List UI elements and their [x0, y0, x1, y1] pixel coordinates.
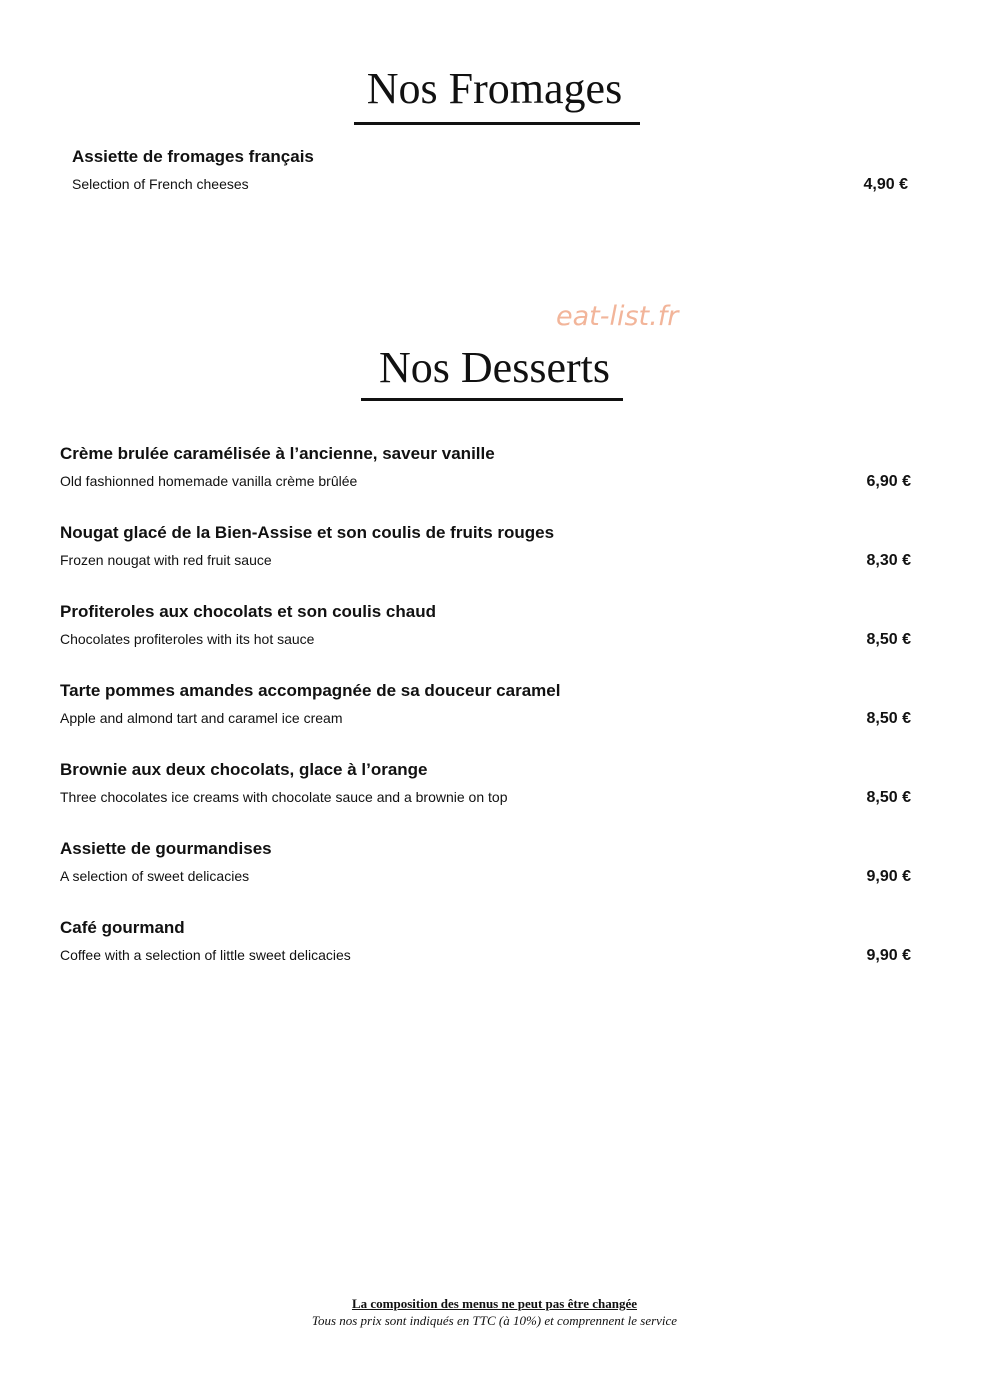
fromages-title-underline — [354, 122, 640, 125]
item-price: 9,90 € — [866, 868, 911, 885]
item-price: 8,50 € — [866, 789, 911, 806]
menu-item-dessert — [60, 443, 911, 503]
item-description: Chocolates profiteroles with its hot sauce — [60, 631, 315, 647]
item-price: 9,90 € — [866, 947, 911, 964]
menu-item-dessert — [60, 522, 911, 582]
desserts-title-underline — [361, 398, 623, 401]
menu-item-fromages — [72, 146, 908, 206]
menu-item-dessert — [60, 680, 911, 740]
menu-item-dessert — [60, 601, 911, 661]
item-name: Profiteroles aux chocolats et son coulis chaud — [60, 602, 436, 621]
item-price: 8,50 € — [866, 710, 911, 727]
item-name: Tarte pommes amandes accompagnée de sa douceur caramel — [60, 681, 561, 700]
item-name: Assiette de gourmandises — [60, 839, 272, 858]
footer-menu-note: La composition des menus ne peut pas être changée — [351, 1296, 638, 1311]
item-description: Frozen nougat with red fruit sauce — [60, 552, 272, 568]
item-price: 8,30 € — [866, 552, 911, 569]
item-description: Coffee with a selection of little sweet delicacies — [60, 947, 351, 963]
item-description: Apple and almond tart and caramel ice cream — [60, 710, 343, 726]
footer-tax-note: Tous nos prix sont indiqués en TTC (à 10%) et comprennent le service — [311, 1313, 678, 1328]
item-name: Café gourmand — [60, 918, 185, 937]
item-description: Old fashionned homemade vanilla crème brûlée — [60, 473, 358, 489]
item-price: 6,90 € — [866, 473, 911, 490]
fromages-title: Nos Fromages — [366, 64, 623, 113]
item-name: Nougat glacé de la Bien-Assise et son coulis de fruits rouges — [60, 523, 555, 542]
item-description: A selection of sweet delicacies — [60, 868, 250, 884]
item-name: Brownie aux deux chocolats, glace à l’orange — [60, 760, 428, 779]
item-description: Three chocolates ice creams with chocolate sauce and a brownie on top — [60, 789, 508, 805]
item-name: Assiette de fromages français — [72, 147, 314, 166]
menu-item-dessert — [60, 759, 911, 819]
menu-item-dessert — [60, 838, 911, 898]
item-name: Crème brulée caramélisée à l’ancienne, saveur vanille — [60, 444, 495, 463]
item-price: 4,90 € — [863, 176, 908, 193]
menu-item-dessert — [60, 917, 911, 977]
item-price: 8,50 € — [866, 631, 911, 648]
watermark-text: eat-list.fr — [556, 301, 679, 332]
desserts-title: Nos Desserts — [379, 343, 610, 392]
item-description: Selection of French cheeses — [72, 176, 249, 192]
